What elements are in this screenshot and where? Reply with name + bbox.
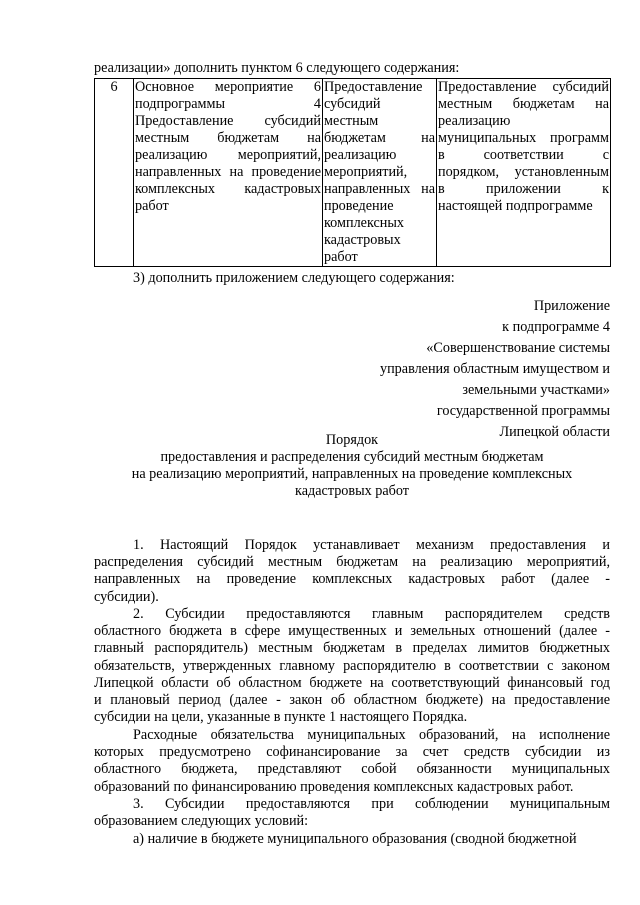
text-line: местным bbox=[324, 113, 379, 129]
text-line: которых предусмотрено софинансирование за счет средств субсидии из bbox=[94, 744, 610, 761]
text-line: комплексных bbox=[324, 215, 404, 231]
paragraph-1 bbox=[94, 537, 610, 606]
text-line: распределения субсидий местным бюджетам на реализацию мероприятий, bbox=[94, 554, 610, 571]
text-line: подпрограммы 4 bbox=[135, 96, 321, 112]
text-line: реализацию мероприятий, bbox=[135, 147, 321, 163]
appendix-line: государственной программы bbox=[436, 403, 610, 419]
text-line: Предоставление субсидий bbox=[135, 113, 321, 129]
text-line: Предоставление bbox=[324, 79, 423, 95]
text-line: субсидий bbox=[324, 96, 381, 112]
appendix-line: Приложение bbox=[533, 298, 610, 314]
event-subsidy-cell bbox=[323, 79, 437, 267]
paragraph-5 bbox=[94, 831, 610, 848]
text-line: местным бюджетам на bbox=[135, 130, 321, 146]
text-line: Расходные обязательства муниципальных образований, на исполнение bbox=[133, 727, 610, 743]
text-line: областного бюджета, представляют собой обязанности муниципальных bbox=[94, 761, 610, 778]
text-line: направленных на проведение комплексных кадастровых работ (далее - bbox=[94, 571, 610, 588]
text-line: порядком, установленным bbox=[438, 164, 609, 180]
paragraph-3 bbox=[94, 727, 610, 796]
text-line: местным бюджетам на bbox=[438, 96, 609, 112]
appendix-line: «Совершенствование системы bbox=[426, 340, 610, 356]
text-line: в приложении к bbox=[438, 181, 609, 197]
title-line: кадастровых работ bbox=[295, 483, 409, 499]
text-line: настоящей подпрограмме bbox=[438, 198, 593, 214]
text-line: проведение bbox=[324, 198, 394, 214]
procedure-title bbox=[94, 432, 610, 500]
text-line: Липецкой области об областном бюджете на соответствующий финансовый год bbox=[94, 674, 610, 691]
text-line: Основное мероприятие 6 bbox=[135, 79, 321, 95]
text-line: мероприятий, bbox=[324, 164, 408, 180]
text-line: 2. Субсидии предоставляются главным распорядителем средств bbox=[133, 606, 610, 622]
text-line: направленных на проведение bbox=[135, 164, 321, 180]
text-line: образованием следующих условий: bbox=[94, 813, 309, 830]
text-line: работ bbox=[324, 249, 358, 265]
event-description-cell bbox=[437, 79, 611, 267]
text-line: кадастровых bbox=[324, 232, 401, 248]
text-line: субсидии). bbox=[94, 588, 159, 605]
text-line: направленных на bbox=[324, 181, 435, 197]
appendix-line: к подпрограмме 4 bbox=[502, 319, 610, 335]
paragraph-4 bbox=[94, 796, 610, 830]
table-row bbox=[95, 79, 611, 267]
appendix-line: Липецкой области bbox=[499, 424, 610, 440]
title-line: на реализацию мероприятий, направленных на проведение комплексных bbox=[131, 466, 573, 482]
amendment-table bbox=[94, 78, 611, 267]
text-line: субсидии на цели, указанные в пункте 1 настоящего Порядка. bbox=[94, 709, 468, 726]
text-line: образований по финансированию проведения комплексных кадастровых работ. bbox=[94, 778, 574, 795]
text-line: а) наличие в бюджете муниципального образования (сводной бюджетной bbox=[133, 831, 577, 847]
addition-line: 3) дополнить приложением следующего содержания: bbox=[133, 270, 455, 286]
appendix-line: земельными участками» bbox=[462, 382, 610, 398]
text-line: в соответствии с bbox=[438, 147, 609, 163]
text-line: реализацию bbox=[324, 147, 397, 163]
text-line: и плановый период (далее - закон об областном бюджете) на предоставление bbox=[94, 691, 610, 708]
event-name-cell bbox=[134, 79, 323, 267]
text-line: областного бюджета в сфере имущественных и земельных отношений (далее - bbox=[94, 623, 610, 640]
intro-line: реализации» дополнить пунктом 6 следующего содержания: bbox=[94, 60, 460, 76]
text-line: работ bbox=[135, 198, 169, 214]
title-line: предоставления и распределения субсидий местным бюджетам bbox=[160, 449, 544, 465]
text-line: Предоставление субсидий bbox=[438, 79, 609, 95]
appendix-header bbox=[380, 296, 610, 443]
text-line: 1. Настоящий Порядок устанавливает механизм предоставления и bbox=[133, 537, 610, 553]
text-line: обязательств, утвержденных главному распорядителю в соответствии с законом bbox=[94, 657, 610, 674]
title-line: Порядок bbox=[325, 432, 379, 448]
row-number-cell: 6 bbox=[95, 79, 134, 267]
text-line: комплексных кадастровых bbox=[135, 181, 321, 197]
text-line: главный распорядитель) местным бюджетам в пределах лимитов бюджетных bbox=[94, 640, 610, 657]
appendix-line: управления областным имуществом и bbox=[380, 361, 610, 377]
paragraph-2 bbox=[94, 606, 610, 726]
text-line: реализацию bbox=[438, 113, 511, 129]
text-line: муниципальных программ bbox=[438, 130, 609, 146]
text-line: бюджетам на bbox=[324, 130, 435, 146]
text-line: 3. Субсидии предоставляются при соблюдении муниципальным bbox=[133, 796, 610, 812]
